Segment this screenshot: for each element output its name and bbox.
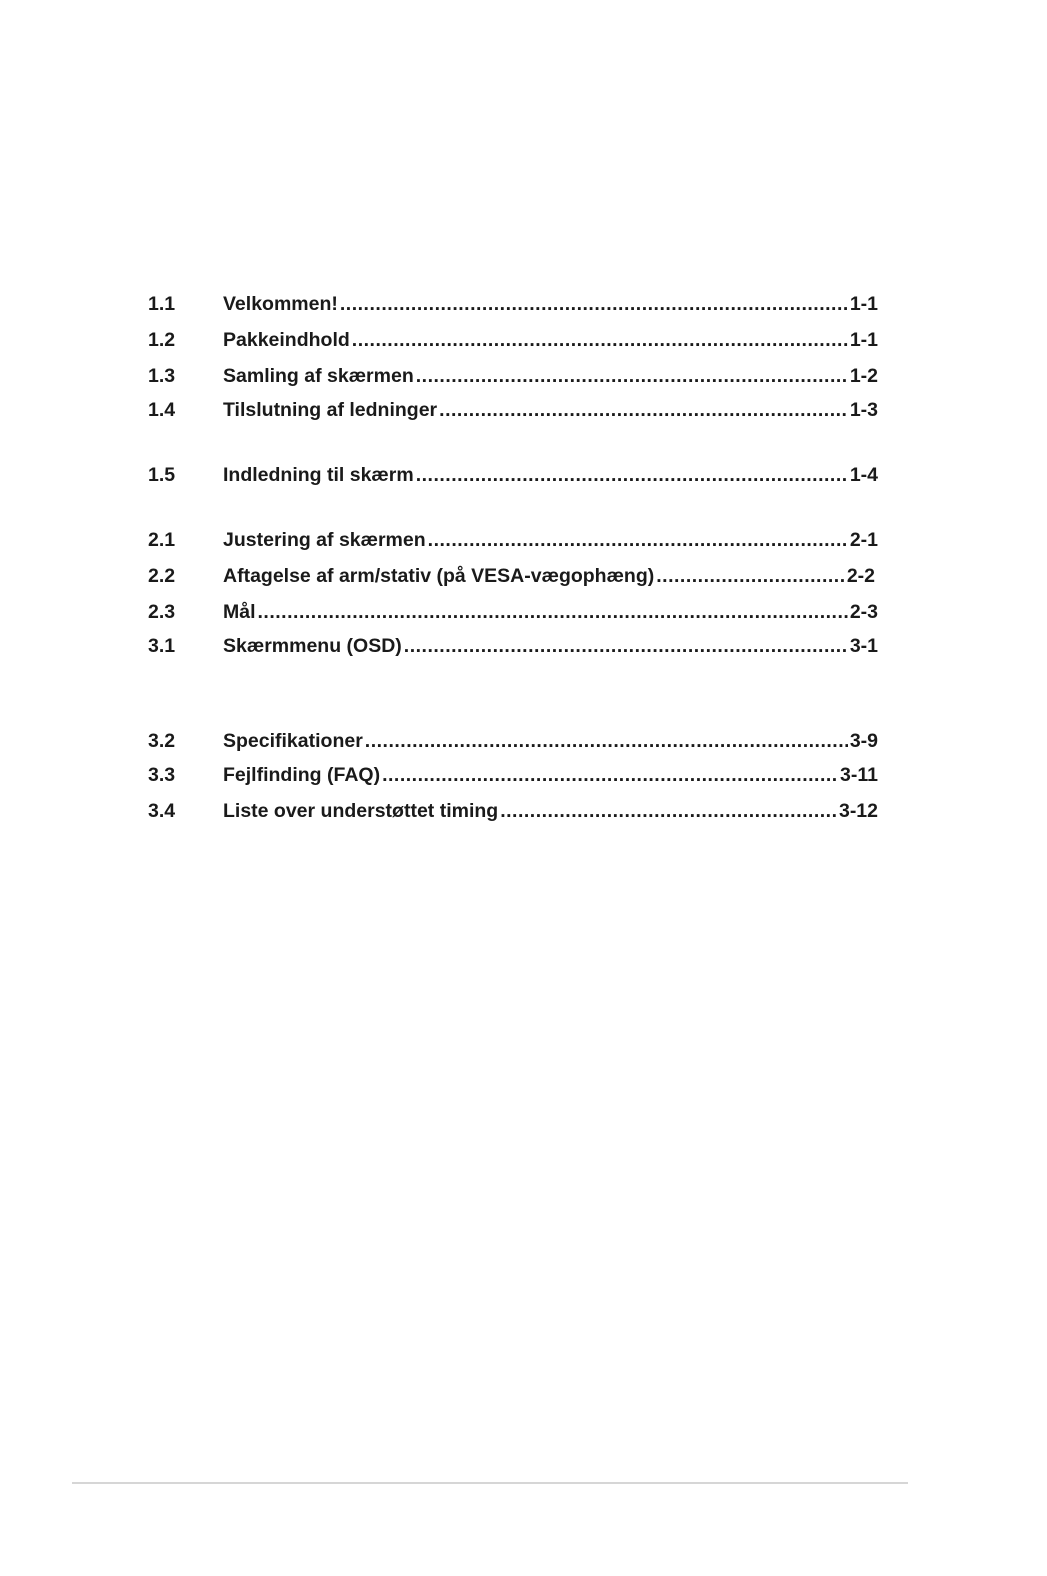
toc-entry[interactable] (148, 397, 878, 423)
toc-entry-title: Tilslutning af ledninger (223, 399, 438, 421)
toc-entry-number: 3.1 (148, 635, 176, 657)
toc-dot-leader (404, 633, 848, 659)
toc-entry-number: 2.3 (148, 601, 176, 623)
toc-entry-page: 1-1 (849, 293, 878, 315)
toc-entry-page: 3-9 (849, 730, 878, 752)
toc-entry-number: 1.2 (148, 329, 176, 351)
toc-entry-page: 1-1 (849, 329, 878, 351)
toc-entry-title: Mål (223, 601, 256, 623)
toc-entry-title: Fejlfinding (FAQ) (223, 764, 381, 786)
toc-dot-leader (439, 397, 848, 423)
toc-entry-page: 3-12 (838, 800, 878, 822)
toc-entry[interactable] (148, 327, 878, 353)
toc-entry-page: 2-1 (849, 529, 878, 551)
toc-dot-leader (428, 527, 848, 553)
toc-entry-number: 2.2 (148, 565, 176, 587)
toc-entry[interactable] (148, 527, 878, 553)
toc-entry-title: Liste over understøttet timing (223, 800, 499, 822)
toc-entry-title: Velkommen! (223, 293, 338, 315)
toc-dot-leader (352, 327, 848, 353)
toc-entry-page: 1-4 (849, 464, 878, 486)
toc-entry[interactable] (148, 633, 878, 659)
toc-entry-title: Indledning til skærm (223, 464, 414, 486)
toc-entry[interactable] (148, 599, 878, 625)
toc-entry[interactable] (148, 363, 878, 389)
toc-entry-title: Justering af skærmen (223, 529, 426, 551)
toc-dot-leader (656, 563, 845, 589)
toc-entry[interactable] (148, 728, 878, 754)
toc-entry-number: 3.3 (148, 764, 176, 786)
toc-dot-leader (258, 599, 848, 625)
toc-entry-number: 2.1 (148, 529, 176, 551)
toc-entry-page: 2-2 (846, 565, 875, 587)
toc-entry-page: 3-1 (849, 635, 878, 657)
toc-entry[interactable] (148, 462, 878, 488)
footer-rule (72, 1482, 908, 1484)
toc-entry-page: 1-2 (849, 365, 878, 387)
toc-entry-title: Specifikationer (223, 730, 363, 752)
toc-entry-title: Skærmmenu (OSD) (223, 635, 402, 657)
toc-entry-number: 1.4 (148, 399, 176, 421)
toc-entry-number: 3.2 (148, 730, 176, 752)
toc-dot-leader (382, 762, 838, 788)
toc-entry-title: Aftagelse af arm/stativ (på VESA-vægophæng) (223, 565, 655, 587)
toc-dot-leader (365, 728, 848, 754)
toc-entry-page: 3-11 (840, 764, 878, 786)
toc-dot-leader (416, 462, 848, 488)
toc-entry-number: 3.4 (148, 800, 176, 822)
toc-entry[interactable] (148, 563, 875, 589)
toc-entry-title: Pakkeindhold (223, 329, 350, 351)
toc-dot-leader (340, 291, 848, 317)
toc-entry[interactable] (148, 291, 878, 317)
toc-entry-page: 2-3 (849, 601, 878, 623)
toc-entry[interactable] (148, 762, 878, 788)
toc-entry-number: 1.1 (148, 293, 176, 315)
toc-entry-number: 1.5 (148, 464, 176, 486)
toc-entry-page: 1-3 (849, 399, 878, 421)
toc-dot-leader (416, 363, 848, 389)
toc-dot-leader (500, 798, 837, 824)
toc-entry-title: Samling af skærmen (223, 365, 414, 387)
toc-entry[interactable] (148, 798, 878, 824)
toc-entry-number: 1.3 (148, 365, 176, 387)
